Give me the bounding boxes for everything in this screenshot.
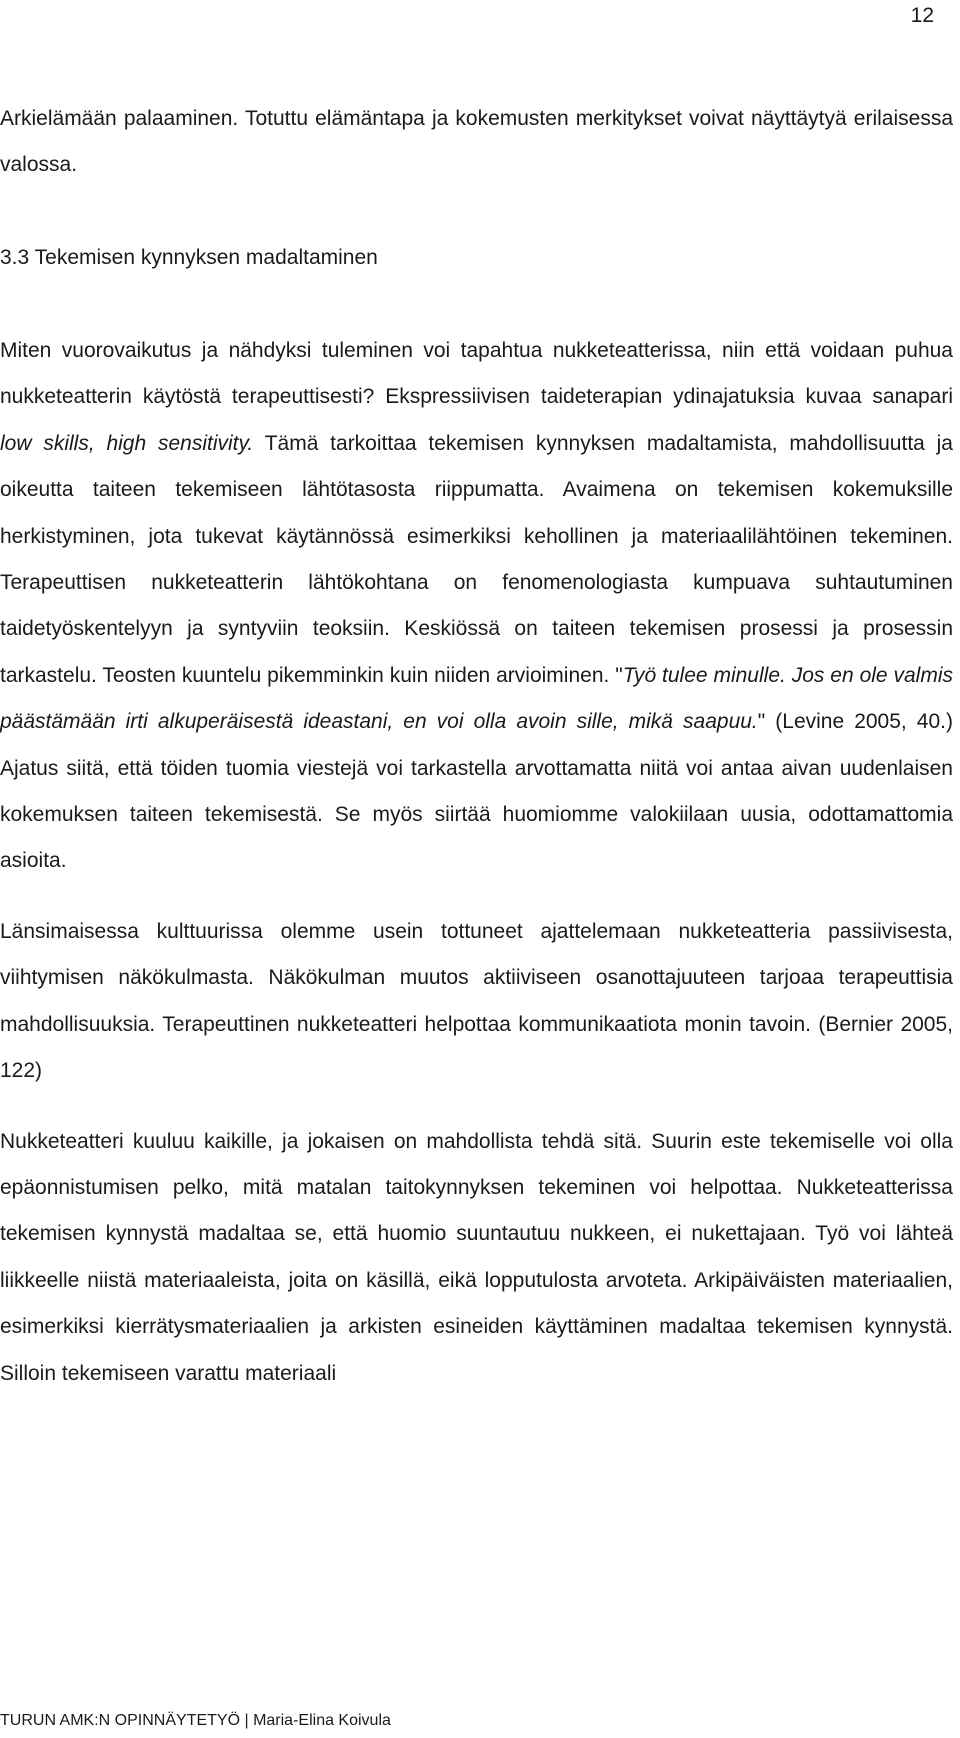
paragraph-3: Nukketeatteri kuuluu kaikille, ja jokaisen on mahdollista tehdä sitä. Suurin este tekemiselle voi olla epäonnistumisen pelko, mitä matalan taitokynnyksen tekeminen voi helpottaa. Nukketeatterissa tekemisen kynnystä madaltaa se, että huomio suuntautuu nukkeen, ei nukettajaan. Työ voi lähteä liikkeelle niistä materiaaleista, joita on käsillä, eikä lopputulosta arvoteta. Arkipäiväisten materiaalien, esimerkiksi kierrätysmateriaalien ja arkisten esineiden käyttäminen madaltaa tekemisen kynnystä. Silloin tekemiseen varattu materiaali — [0, 1129, 953, 1385]
page-footer: TURUN AMK:N OPINNÄYTETYÖ | Maria-Elina Koivula — [0, 1712, 391, 1729]
paragraph-1-text-2: Tämä tarkoittaa tekemisen kynnyksen madaltamista, mahdollisuutta ja oikeutta taiteen tekemiseen lähtötasosta riippumatta. Avaimena on tekemisen kokemuksille herkistyminen, jota tukevat käytännössä esimerkiksi kehollinen ja materiaalilähtöinen tekeminen. Terapeuttisen nukketeatterin lähtökohtana on fenomenologiasta kumpuava suhtautuminen taidetyöskentelyyn ja syntyviin teoksiin. Keskiössä on taiteen tekemisen prosessi ja prosessin tarkastelu. Teosten kuuntelu pikemminkin kuin niiden arvioiminen. " — [0, 431, 953, 687]
section-heading: 3.3 Tekemisen kynnyksen madaltaminen — [0, 246, 378, 270]
page-number: 12 — [910, 4, 934, 27]
paragraph-2: Länsimaisessa kulttuurissa olemme usein tottuneet ajattelemaan nukketeatteria passiivisesta, viihtymisen näkökulmasta. Näkökulman muutos aktiiviseen osanottajuuteen tarjoaa terapeuttisia mahdollisuuksia. Terapeuttinen nukketeatteri helpottaa kommunikaatiota monin tavoin. (Bernier 2005, 122) — [0, 919, 953, 1083]
paragraph-1-text-3: " (Levine 2005, 40.) Ajatus siitä, että töiden tuomia viestejä voi tarkastella arvottamatta niitä voi antaa aivan uudenlaisen kokemuksen taiteen tekemisestä. Se myös siirtää huomiomme valokiilaan uusia, odottamattomia asioita. — [0, 710, 953, 873]
intro-paragraph: Arkielämään palaaminen. Totuttu elämäntapa ja kokemusten merkitykset voivat näyttäytyä erilaisessa valossa. — [0, 107, 953, 177]
paragraph-1 — [0, 328, 953, 885]
paragraph-1-italic-quote: Työ tulee minulle. Jos en ole valmis päästämään irti alkuperäisestä ideastani, en voi olla avoin sille, mikä saapuu. — [0, 663, 953, 734]
paragraph-1-italic-1: low skills, high sensitivity. — [0, 431, 254, 455]
paragraph-1-text-1: Miten vuorovaikutus ja nähdyksi tuleminen voi tapahtua nukketeatterissa, niin että voidaan puhua nukketeatterin käytöstä terapeuttisesti? Ekspressiivisen taideterapian ydinajatuksia kuvaa sanapari — [0, 339, 953, 409]
document-body — [0, 96, 953, 1397]
